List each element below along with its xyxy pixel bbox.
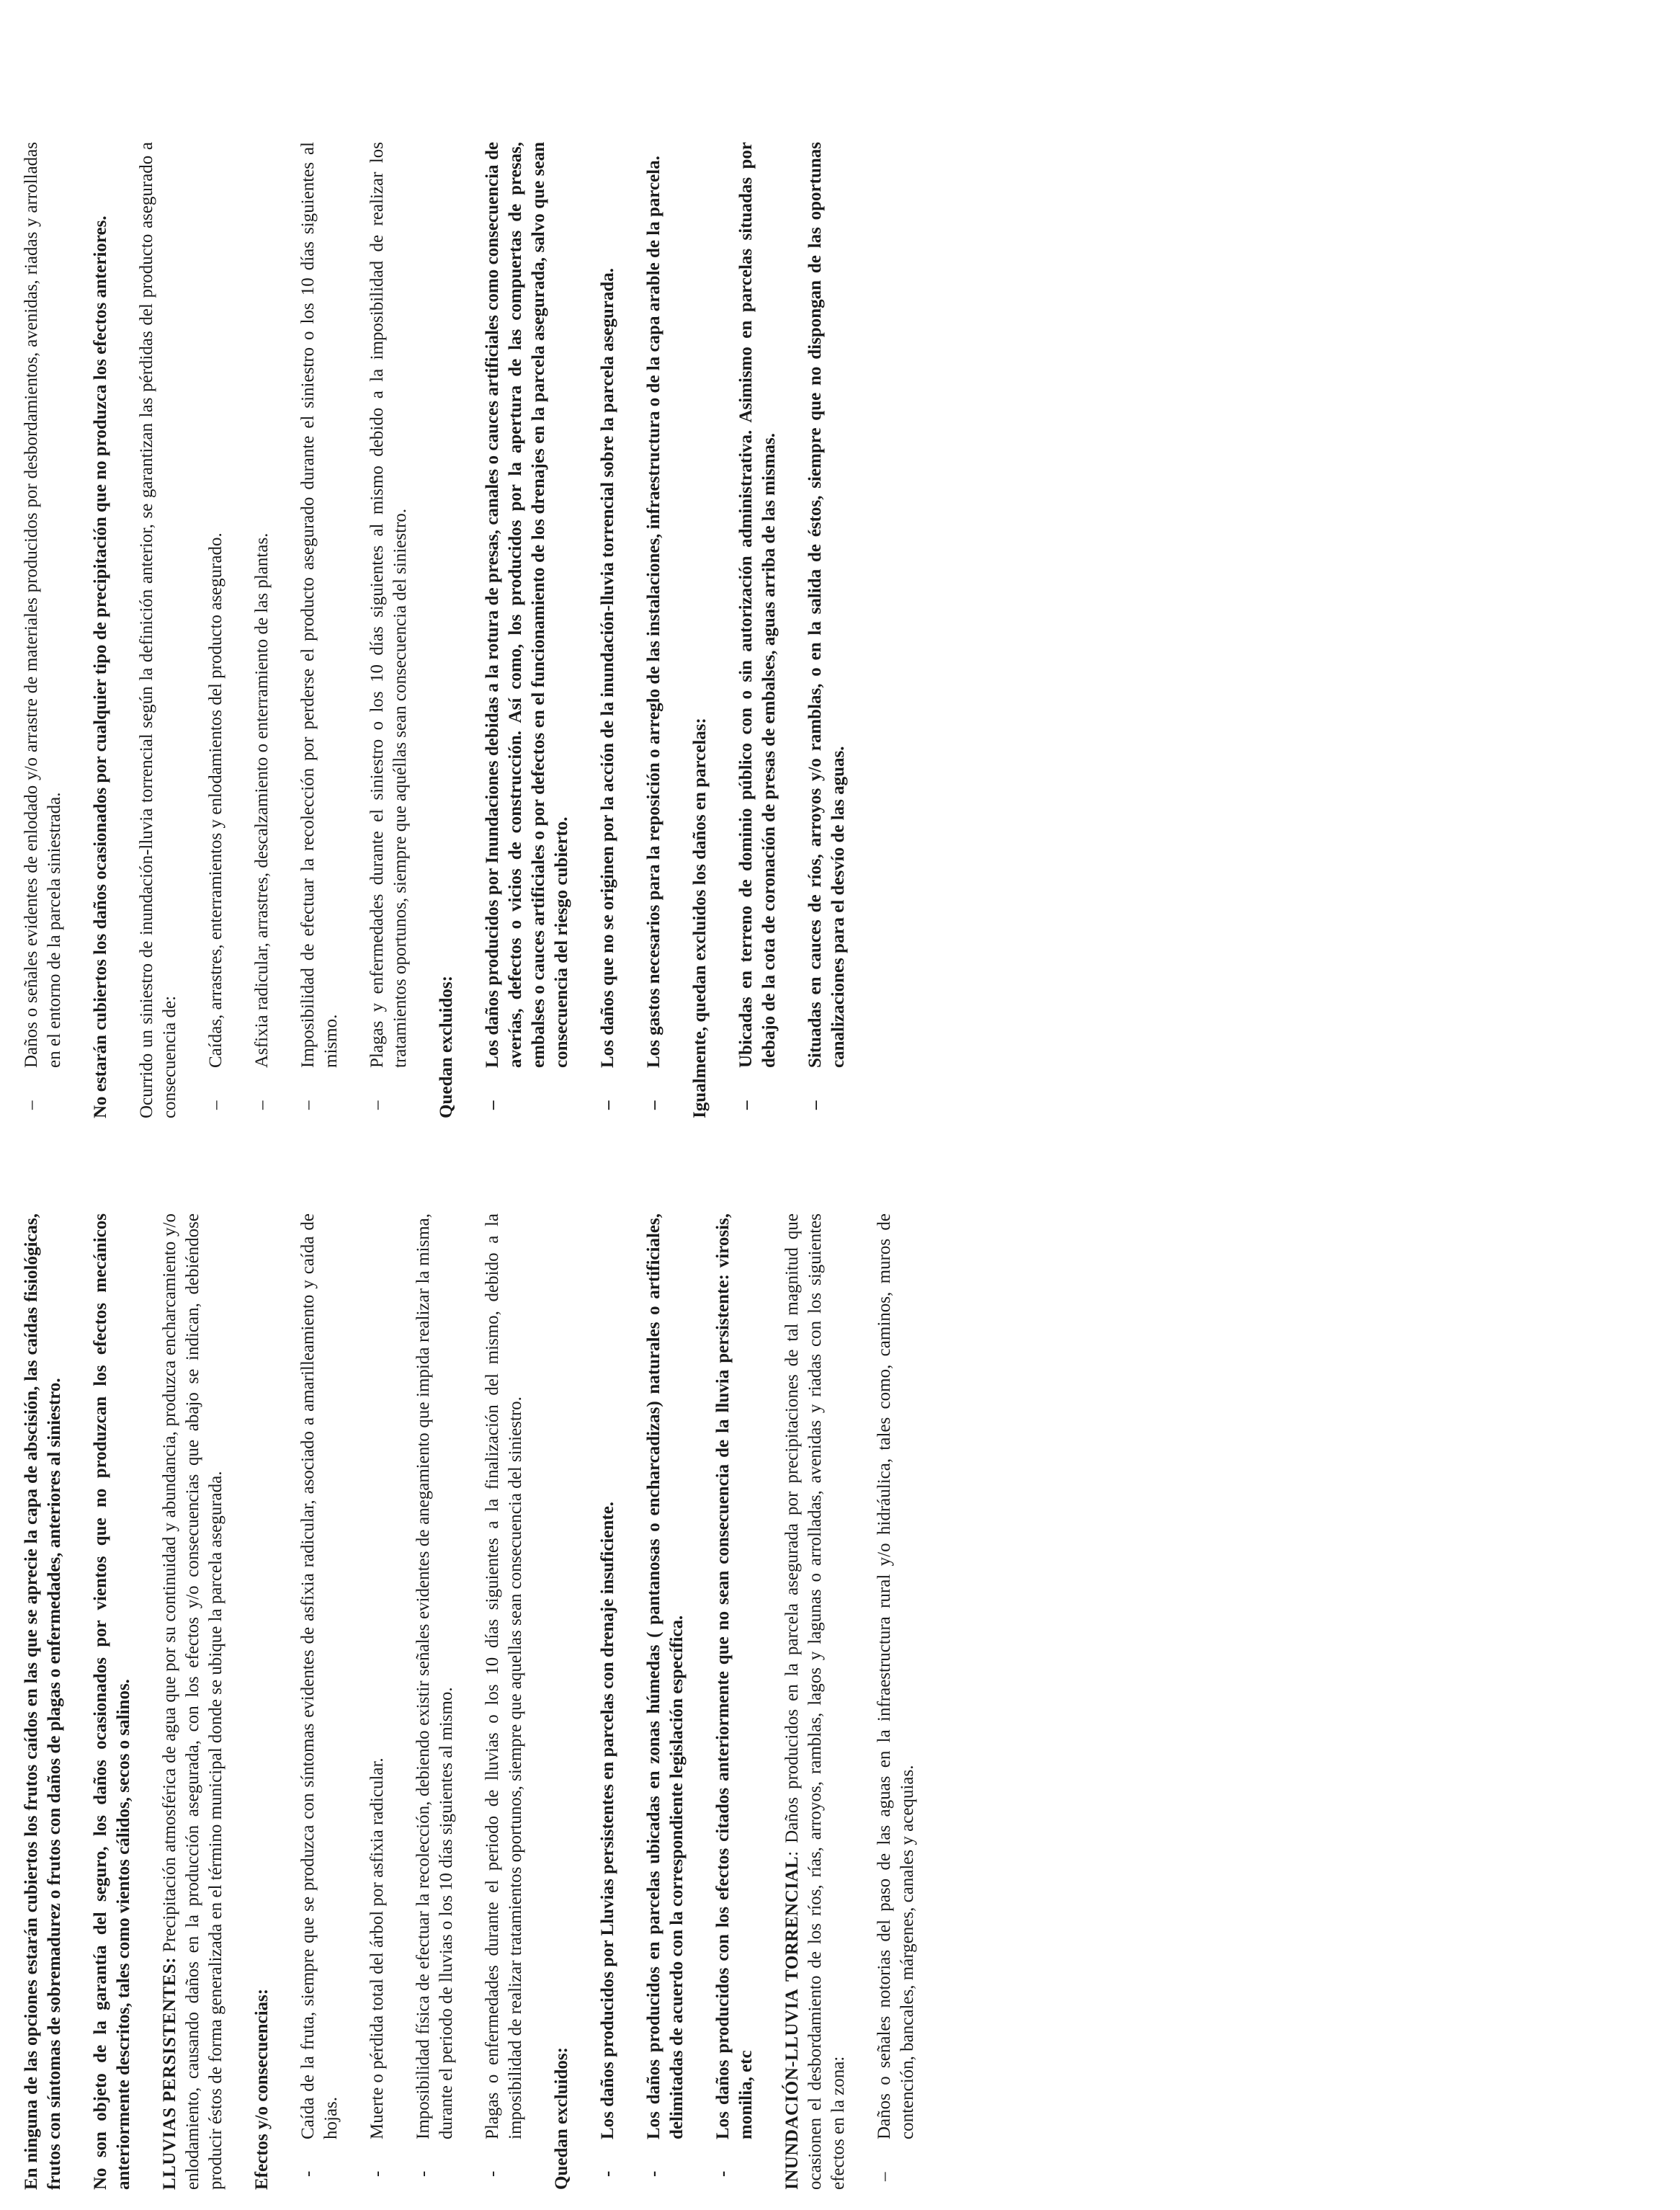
list-item xyxy=(297,1213,343,2190)
list-marker: - xyxy=(598,2170,617,2177)
inundacion-lead: INUNDACIÓN-LLUVIA TORRENCIAL xyxy=(782,1855,802,2190)
igualmente-paragraph: Igualmente, quedan excluidos los daños en parcelas: xyxy=(690,718,710,1118)
list-item-text: Imposibilidad física de efectuar la recolección, debiendo existir señales evidentes de anegamiento que impida realizar la misma, durante el periodo de lluvias o los 10 días siguientes al mismo. xyxy=(414,1213,456,2139)
list-marker: - xyxy=(483,2170,502,2177)
list-item xyxy=(481,1213,527,2190)
list-item-text: Imposibilidad de efectuar la recolección por perderse el producto asegurado durante el siniestro o los 10 días siguientes al mismo. xyxy=(298,142,341,1068)
list-item-text: Situadas en cauces de ríos, arroyos y/o ramblas, o en la salida de éstos, siempre que no dispongan de las oportunas canalizaciones para el desvío de las aguas. xyxy=(805,142,848,1068)
exclusion-paragraph: En ninguna de las opciones estarán cubiertos los frutos caídos en las que se aprecie la capa de abscisión, las caídas fisiológicas, frutos con síntomas de sobremadurez o frutos con daños de plagas o enfermedades, anteriores al siniestro. xyxy=(22,1213,64,2190)
list-marker: – xyxy=(644,1100,663,1110)
list-item-text: Caídas, arrastres, enterramientos y enlodamientos del producto asegurado. xyxy=(206,533,225,1068)
list-item-text: Daños o señales notorias del paso de las aguas en la infraestructura rural y/o hidráulica, tales como, caminos, muros de contención, bancales, márgenes, canales y acequias. xyxy=(875,1213,917,2139)
list-item-text: Los daños producidos en parcelas ubicadas en zonas húmedas ( pantanosas o encharcadizas) naturales o artificiales, delimitadas de acuerdo con la correspondiente legislación específica. xyxy=(644,1213,687,2139)
list-marker: - xyxy=(414,2170,433,2177)
inundacion-definition xyxy=(781,1213,850,2190)
excluidos-heading: Quedan excluidos: xyxy=(552,2047,571,2190)
list-item xyxy=(20,142,66,1118)
list-marker: – xyxy=(598,1100,617,1110)
lluvias-lead: LLUVIAS PERSISTENTES: xyxy=(160,1957,179,2190)
list-item-text: Los daños que no se originen por la acción de la inundación-lluvia torrencial sobre la parcela asegurada. xyxy=(598,267,617,1068)
list-marker: – xyxy=(22,1100,41,1110)
list-item xyxy=(205,142,228,1118)
list-marker: - xyxy=(644,2170,663,2177)
ocurrido-paragraph: Ocurrido un siniestro de inundación-lluvia torrencial según la definición anterior, se garantizan las pérdidas del producto asegurado a consecuencia de: xyxy=(137,142,179,1118)
list-item-text: Plagas o enfermedades durante el periodo de lluvias o los 10 días siguientes a la finalización del mismo, debido a la imposibilidad de realizar tratamientos oportunos, siempre que aquellas sean consecuencia del siniestro. xyxy=(483,1213,525,2139)
list-item-text: Plagas y enfermedades durante el siniestro o los 10 días siguientes al mismo debido a la imposibilidad de realizar los tratamientos oportunos, siempre que aquéllas sean consecuencia del siniestro. xyxy=(367,142,410,1068)
inundacion-text: : Daños producidos en la parcela asegurada por precipitaciones de tal magnitud que ocasionen el desbordamiento de los ríos, rías, arroyos, ramblas, lagos y lagunas o arrolladas, avenidas y riadas con los siguientes efectos en la zona: xyxy=(782,1213,848,2190)
list-marker: – xyxy=(805,1100,825,1110)
list-item-text: Los daños producidos con los efectos citados anteriormente que no sean consecuencia de la lluvia persistente: virosis, monilia, etc xyxy=(713,1213,756,2139)
lluvias-definition xyxy=(158,1213,228,2190)
list-item xyxy=(712,1213,758,2190)
list-item-text: Ubicadas en terreno de dominio público con o sin autorización administrativa. Asimismo en parcelas situadas por debajo de la cota de coronación de presas de embalses, aguas arriba de las mismas. xyxy=(736,142,779,1068)
list-marker: - xyxy=(713,2170,733,2177)
list-item xyxy=(412,1213,458,2190)
list-marker: - xyxy=(367,2170,387,2177)
list-item xyxy=(597,1213,620,2190)
list-item-text: Caída de la fruta, siempre que se produzca con síntomas evidentes de asfixia radicular, asociado a amarilleamiento y caída de hojas. xyxy=(298,1213,341,2139)
list-item xyxy=(597,142,620,1118)
left-column xyxy=(20,1213,942,2190)
list-item xyxy=(251,142,274,1118)
list-item-text: Los daños producidos por Inundaciones debidas a la rotura de presas, canales o cauces artificiales como consecuencia de averías, defectos o vicios de construcción. Así como, los producidos por la apertura de las compuertas de presas, embalses o cauces artificiales o por defectos en el funcionamiento de los drenajes en la parcela asegurada, salvo que sean consecuencia del riesgo cubierto. xyxy=(483,142,571,1068)
list-marker: – xyxy=(736,1100,756,1110)
list-item xyxy=(366,142,412,1118)
list-item-text: Los daños producidos por Lluvias persistentes en parcelas con drenaje insuficiente. xyxy=(598,1501,617,2139)
no-cubiertos-paragraph: No estarán cubiertos los daños ocasionados por cualquier tipo de precipitación que no produzca los efectos anteriores. xyxy=(91,215,110,1118)
list-item xyxy=(643,142,666,1118)
list-item xyxy=(297,142,343,1118)
list-marker: – xyxy=(298,1100,318,1110)
wind-exclusion-paragraph: No son objeto de la garantía del seguro, los daños ocasionados por vientos que no produzcan los efectos mecánicos anteriormente descritos, tales como vientos cálidos, secos o salinos. xyxy=(91,1213,133,2190)
list-item-text: Muerte o pérdida total del árbol por asfixia radicular. xyxy=(367,1757,387,2139)
list-marker: – xyxy=(206,1100,225,1110)
list-item xyxy=(366,1213,389,2190)
list-item-text: Los gastos necesarios para la reposición o arreglo de las instalaciones, infraestructura o de la capa arable de la parcela. xyxy=(644,156,663,1068)
lluvias-text: Precipitación atmosférica de agua que por su continuidad y abundancia, produzca encharcamiento y/o enlodamiento, causando daños en la producción asegurada, con los efectos y/o consecuencias que abajo se indican, debiéndose producir éstos de forma generalizada en el término municipal donde se ubique la parcela asegurada. xyxy=(160,1213,225,2190)
list-item xyxy=(643,1213,689,2190)
list-marker: - xyxy=(298,2170,318,2177)
list-item xyxy=(481,142,573,1118)
list-marker: – xyxy=(367,1100,387,1110)
list-item xyxy=(735,142,781,1118)
right-column xyxy=(20,142,873,1118)
list-item xyxy=(873,1213,919,2190)
list-marker: – xyxy=(875,2172,894,2181)
list-marker: – xyxy=(252,1100,272,1110)
list-item-text: Daños o señales evidentes de enlodado y/o arrastre de materiales producidos por desbordamientos, avenidas, riadas y arrolladas en el entorno de la parcela siniestrada. xyxy=(22,142,64,1068)
list-item-text: Asfixia radicular, arrastres, descalzamiento o enterramiento de las plantas. xyxy=(252,533,272,1068)
efectos-heading: Efectos y/o consecuencias: xyxy=(252,1988,272,2190)
list-marker: – xyxy=(483,1100,502,1110)
excluidos-heading: Quedan excluidos: xyxy=(437,976,456,1118)
list-item xyxy=(804,142,850,1118)
